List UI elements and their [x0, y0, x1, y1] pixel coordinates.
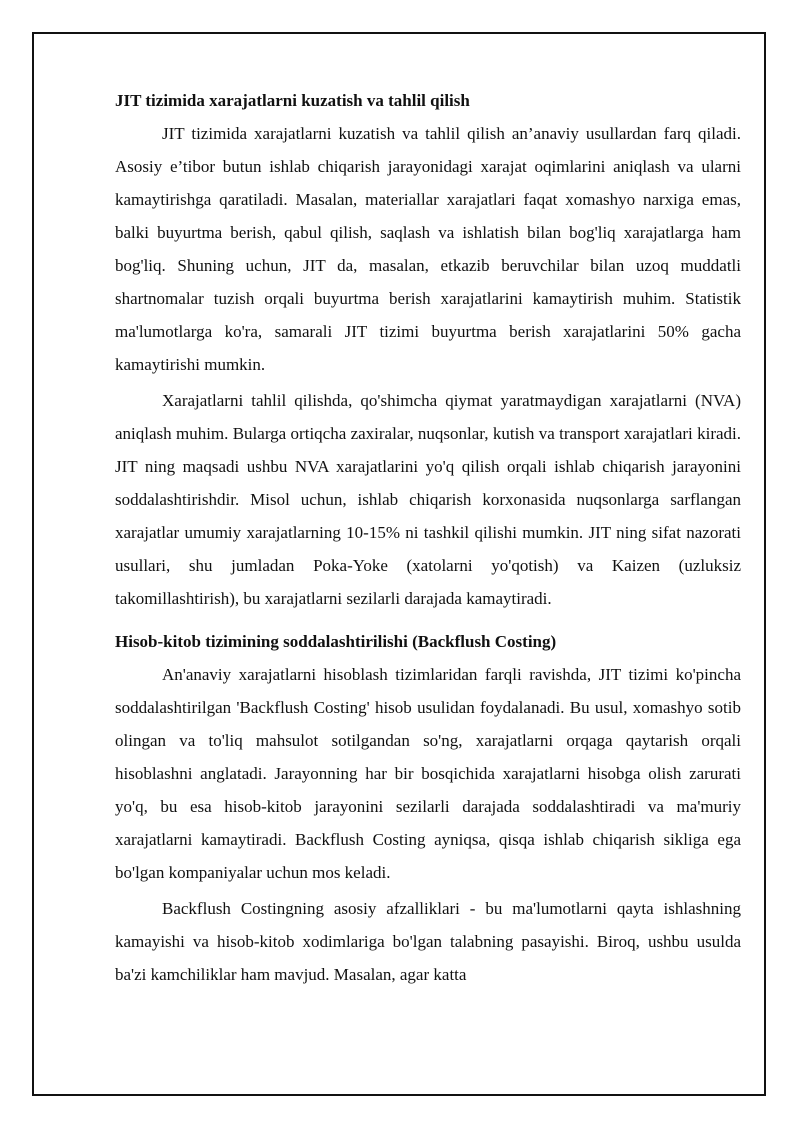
paragraph: An'anaviy xarajatlarni hisoblash tizimlaridan farqli ravishda, JIT tizimi ko'pincha soddalashtirilgan 'Backflush Costing' hisob usulidan foydalanadi. Bu usul, xomashyo sotib olingan va to'liq mahsulot sotilgandan so'ng, xarajatlarni orqaga qaytarish orqali hisoblashni anglatadi. Jarayonning har bir bosqichida xarajatlarni hisobga olish zarurati yo'q, bu esa hisob-kitob jarayonini sezilarli darajada soddalashtiradi va ma'muriy xarajatlarni kamaytiradi. Backflush Costing ayniqsa, qisqa ishlab chiqarish sikliga ega bo'lgan kompaniyalar uchun mos keladi. — [115, 665, 741, 882]
paragraph: Xarajatlarni tahlil qilishda, qo'shimcha qiymat yaratmaydigan xarajatlarni (NVA) aniqlash muhim. Bularga ortiqcha zaxiralar, nuqsonlar, kutish va transport xarajatlari kiradi. JIT ning maqsadi ushbu NVA xarajatlarini yo'q qilish orqali ishlab chiqarish jarayonini soddalashtirishdir. Misol uchun, ishlab chiqarish korxonasida nuqsonlarga sarflangan xarajatlar umumiy xarajatlarning 10-15% ni tashkil qilishi mumkin. JIT ning sifat nazorati usullari, shu jumladan Poka-Yoke (xatolarni yo'qotish) va Kaizen (uzluksiz takomillashtirish), bu xarajatlarni sezilarli darajada kamaytiradi. — [115, 391, 741, 608]
section-heading-jit-cost-tracking: JIT tizimida xarajatlarni kuzatish va tahlil qilish — [115, 91, 470, 110]
paragraph: Backflush Costingning asosiy afzalliklari - bu ma'lumotlarni qayta ishlashning kamayishi va hisob-kitob xodimlariga bo'lgan talabning pasayishi. Biroq, ushbu usulda ba'zi kamchiliklar ham mavjud. Masalan, agar katta — [115, 899, 741, 984]
section-heading-backflush-costing: Hisob-kitob tizimining soddalashtirilishi (Backflush Costing) — [115, 632, 557, 651]
paragraph: JIT tizimida xarajatlarni kuzatish va tahlil qilish an’anaviy usullardan farq qiladi. Asosiy e’tibor butun ishlab chiqarish jarayonidagi xarajat oqimlarini aniqlash va ularni kamaytirishga qaratiladi. Masalan, materiallar xarajatlari faqat xomashyo narxiga emas, balki buyurtma berish, qabul qilish, saqlash va ishlatish bilan bog'liq xarajatlarga ham bog'liq. Shuning uchun, JIT da, masalan, etkazib beruvchilar bilan uzoq muddatli shartnomalar tuzish orqali buyurtma berish xarajatlarini kamaytirish muhim. Statistik ma'lumotlarga ko'ra, samarali JIT tizimi buyurtma berish xarajatlarini 50% gacha kamaytirishi mumkin. — [115, 124, 741, 374]
document-body — [115, 84, 741, 991]
